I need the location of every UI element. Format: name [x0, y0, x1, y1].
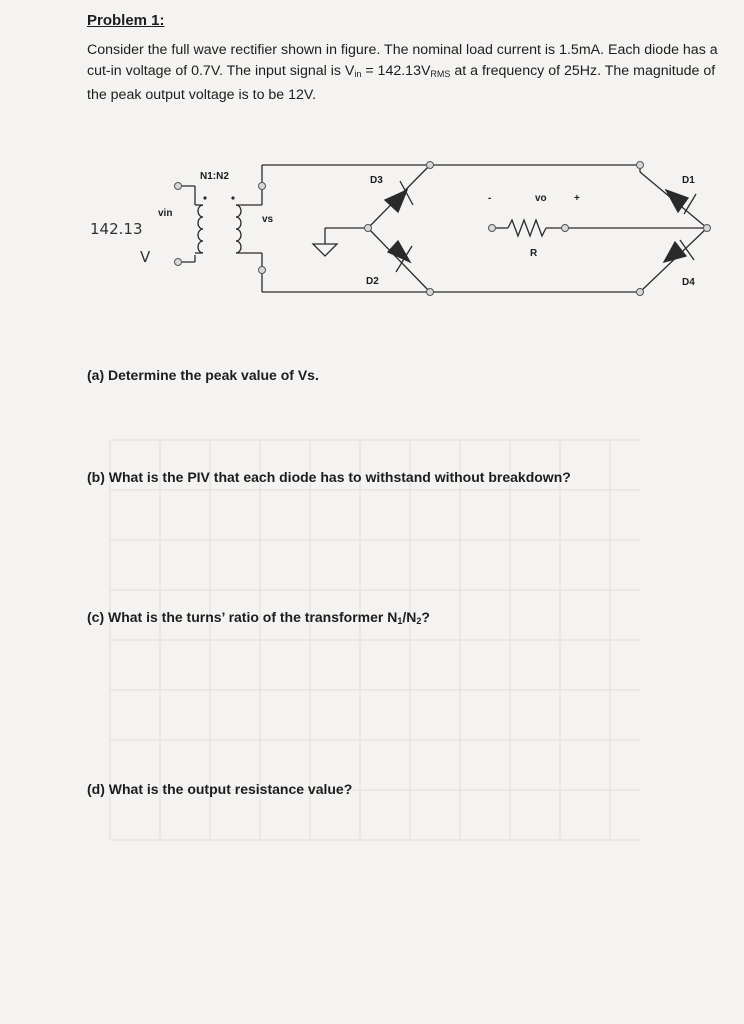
- rectifier-circuit-diagram: [0, 0, 744, 320]
- vin-label: vin: [158, 208, 173, 219]
- vs-label: vs: [262, 214, 274, 225]
- load-resistor: [508, 220, 546, 236]
- intro-part-2: = 142.13V: [361, 63, 431, 79]
- resistor-label: R: [530, 248, 538, 259]
- vin-terminal-bottom: [175, 259, 182, 266]
- intro-part-1: Consider the full wave rectifier shown in figure. The nominal load current is 1.5mA. Each diode has a cut-in voltage of 0.7V. The input signal is V: [87, 42, 718, 79]
- bridge-node-left: [365, 225, 372, 232]
- question-a: (a) Determine the peak value of Vs.: [87, 367, 319, 383]
- vin-subscript: in: [354, 69, 362, 79]
- handwritten-vin-value: 142.13: [90, 220, 143, 238]
- primary-coil: [198, 205, 203, 253]
- handwritten-vin-unit: V: [140, 248, 151, 266]
- n2-subscript: 2: [416, 616, 422, 626]
- diode-d1: [666, 190, 696, 214]
- secondary-node-top: [259, 183, 266, 190]
- question-c-part-2: /N: [402, 609, 417, 625]
- vin-terminal-top: [175, 183, 182, 190]
- bridge-node-bottom-right: [637, 289, 644, 296]
- vo-node-plus: [562, 225, 569, 232]
- problem-title: Problem 1:: [87, 12, 165, 29]
- secondary-polarity-dot: [231, 196, 234, 199]
- diode-d4-label: D4: [682, 277, 695, 288]
- question-c-part-3: ?: [421, 609, 430, 625]
- question-c-part-1: (c) What is the turns’ ratio of the transformer N: [87, 609, 398, 625]
- bridge-node-bottom-left: [427, 289, 434, 296]
- n1-subscript: 1: [397, 616, 403, 626]
- rms-subscript: RMS: [430, 69, 451, 79]
- diode-d1-label: D1: [682, 175, 695, 186]
- secondary-node-bottom: [259, 267, 266, 274]
- primary-polarity-dot: [203, 196, 206, 199]
- question-b: (b) What is the PIV that each diode has to withstand without breakdown?: [87, 469, 571, 485]
- question-d: (d) What is the output resistance value?: [87, 781, 353, 797]
- vo-node-minus: [489, 225, 496, 232]
- vo-minus-sign: -: [488, 193, 492, 204]
- intro-part-3: at a frequency of 25Hz. The magnitude of the peak output voltage is to be 12V.: [87, 63, 716, 103]
- vo-plus-sign: +: [574, 193, 580, 204]
- question-c: [87, 609, 430, 626]
- vo-label: vo: [535, 193, 547, 204]
- diode-d2: [388, 241, 412, 272]
- ground-symbol: [313, 244, 337, 256]
- secondary-coil: [236, 205, 241, 253]
- bridge-node-right: [704, 225, 711, 232]
- diode-d3-label: D3: [370, 175, 383, 186]
- diode-d4: [664, 240, 694, 262]
- bridge-node-top-right: [637, 162, 644, 169]
- diode-d2-label: D2: [366, 276, 379, 287]
- transformer-ratio-label: N1:N2: [200, 171, 229, 182]
- bridge-node-top-left: [427, 162, 434, 169]
